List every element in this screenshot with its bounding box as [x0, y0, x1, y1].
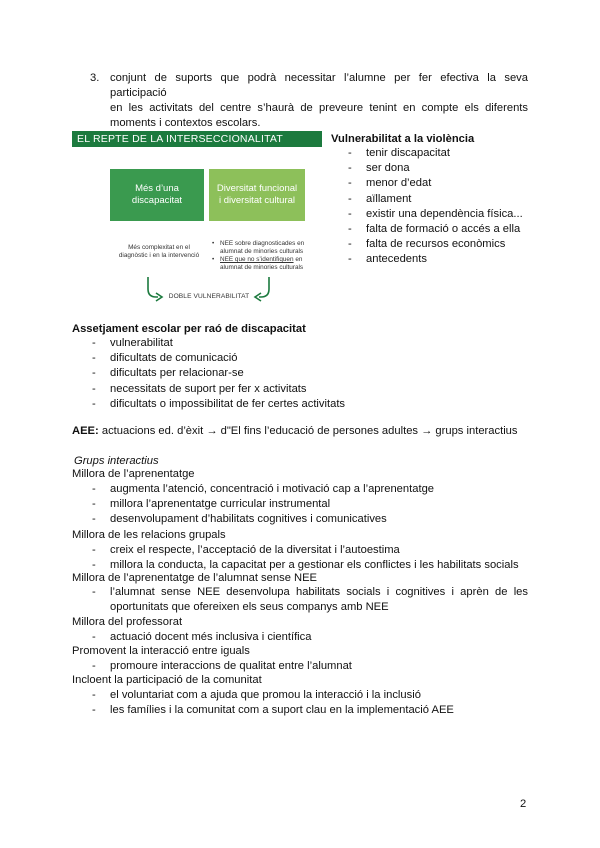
section-heading: Incloent la participació de la comunitat — [72, 674, 262, 686]
list-item-text: aïllament — [366, 192, 412, 205]
item3-line1: conjunt de suports que podrà necessitar l’alumne per fer efectiva la seva participació — [110, 72, 528, 99]
note-bullet: • — [212, 240, 215, 247]
dash: - — [348, 177, 352, 190]
box-left-label: Més d’una discapacitat — [131, 183, 183, 206]
violence-heading: Vulnerabilitat a la violència — [331, 133, 475, 145]
list-item-text: dificultats de comunicació — [110, 352, 238, 365]
intersectionality-figure — [72, 131, 322, 307]
list-item-text: ser dona — [366, 162, 410, 175]
dash: - — [92, 337, 96, 349]
list-item-text: desenvolupament d’habilitats cognitives i comunicatives — [110, 513, 387, 526]
item3-line3: moments i contextos escolars. — [110, 117, 261, 129]
list-number: 3. — [90, 72, 100, 84]
dash: - — [348, 207, 352, 220]
bullying-heading: Assetjament escolar per raó de discapacitat — [72, 323, 306, 335]
section-heading: Millora de l’aprenentatge de l’alumnat sense NEE — [72, 572, 318, 584]
dash: - — [92, 483, 96, 495]
list-item-text: creix el respecte, l’acceptació de la diversitat i l’autoestima — [110, 544, 400, 556]
note-right-text-1: NEE sobre diagnosticades en alumnat de minories culturals — [220, 240, 305, 255]
dash: - — [92, 660, 96, 672]
list-item-text: falta de formació o accés a ella — [366, 223, 521, 235]
figure-title: EL REPTE DE LA INTERSECCIONALITAT — [72, 131, 322, 147]
dash: - — [348, 223, 352, 235]
note-bullet: • — [212, 256, 215, 263]
dash: - — [92, 498, 96, 511]
list-item-text: necessitats de suport per fer x activitats — [110, 382, 307, 395]
dash: - — [92, 586, 96, 598]
dash: - — [92, 382, 96, 395]
list-item-text: tenir discapacitat — [366, 147, 450, 159]
double-vulnerability-arrows — [72, 131, 322, 307]
section-heading: Millora de les relacions grupals — [72, 529, 226, 541]
dash: - — [92, 352, 96, 365]
list-item-text: les famílies i la comunitat com a suport clau en la implementació AEE — [110, 704, 454, 717]
box-right-label: Diversitat funcional i diversitat cultural — [216, 183, 298, 206]
note-right-text-2-underlined: NEE que no s’identifiquen — [220, 256, 294, 263]
section-heading: Promovent la interacció entre iguals — [72, 645, 250, 657]
list-item-text: promoure interaccions de qualitat entre l’alumnat — [110, 660, 352, 672]
s3-item-line2: oportunitats que ofereixen els seus companys amb NEE — [110, 601, 389, 613]
dash: - — [348, 192, 352, 205]
dash: - — [92, 397, 96, 410]
list-item-text: existir una dependència física... — [366, 207, 523, 220]
note-right-text-2-rest: en alumnat de minories culturals — [220, 256, 304, 271]
list-item-text: augmenta l’atenció, concentració i motivació cap a l’aprenentatge — [110, 483, 435, 495]
list-item-text: menor d’edat — [366, 177, 432, 190]
dash: - — [92, 513, 96, 526]
dash: - — [348, 253, 352, 266]
s3-item-line1: l’alumnat sense NEE desenvolupa habilitats socials i cognitives i aprèn de les — [110, 586, 528, 598]
list-item-text: millora l’aprenentatge curricular instrumental — [110, 498, 331, 511]
section-heading: Millora de l’aprenentatge — [72, 468, 195, 480]
list-item-text: antecedents — [366, 253, 427, 266]
aee-label: AEE: — [72, 425, 99, 437]
section-heading: Millora del professorat — [72, 616, 183, 628]
note-left: Més complexitat en el diagnòstic i en la intervenció — [118, 244, 200, 259]
dash: - — [348, 238, 352, 251]
dash: - — [92, 544, 96, 556]
groups-title: Grups interactius — [74, 455, 159, 467]
dash: - — [92, 631, 96, 643]
item3-line2: en les activitats del centre s’haurà de preveure tenint en compte els diferents — [110, 102, 528, 114]
dash: - — [348, 147, 352, 159]
list-item-text: el voluntariat com a ajuda que promou la interacció i la inclusió — [110, 689, 421, 701]
dash: - — [92, 704, 96, 717]
arrow-label: DOBLE VULNERABILITAT — [168, 293, 250, 300]
list-item-text: dificultats o impossibilitat de fer certes activitats — [110, 397, 346, 410]
list-item-text: falta de recursos econòmics — [366, 238, 506, 251]
list-item-text: vulnerabilitat — [110, 337, 173, 349]
dash: - — [92, 559, 96, 572]
dash: - — [92, 689, 96, 701]
dash: - — [348, 162, 352, 175]
dash: - — [92, 367, 96, 380]
item3-paragraph — [110, 71, 528, 131]
list-item-text: millora la conducta, la capacitat per a gestionar els conflictes i les habilitats socials — [110, 559, 519, 572]
aee-text: actuacions ed. d’èxit → d"El fins l’educació de persones adultes → grups interactius — [98, 425, 518, 437]
page-number: 2 — [520, 798, 527, 810]
list-item-text: dificultats per relacionar-se — [110, 367, 244, 380]
list-item-text: actuació docent més inclusiva i científica — [110, 631, 312, 643]
aee-line — [72, 424, 518, 438]
